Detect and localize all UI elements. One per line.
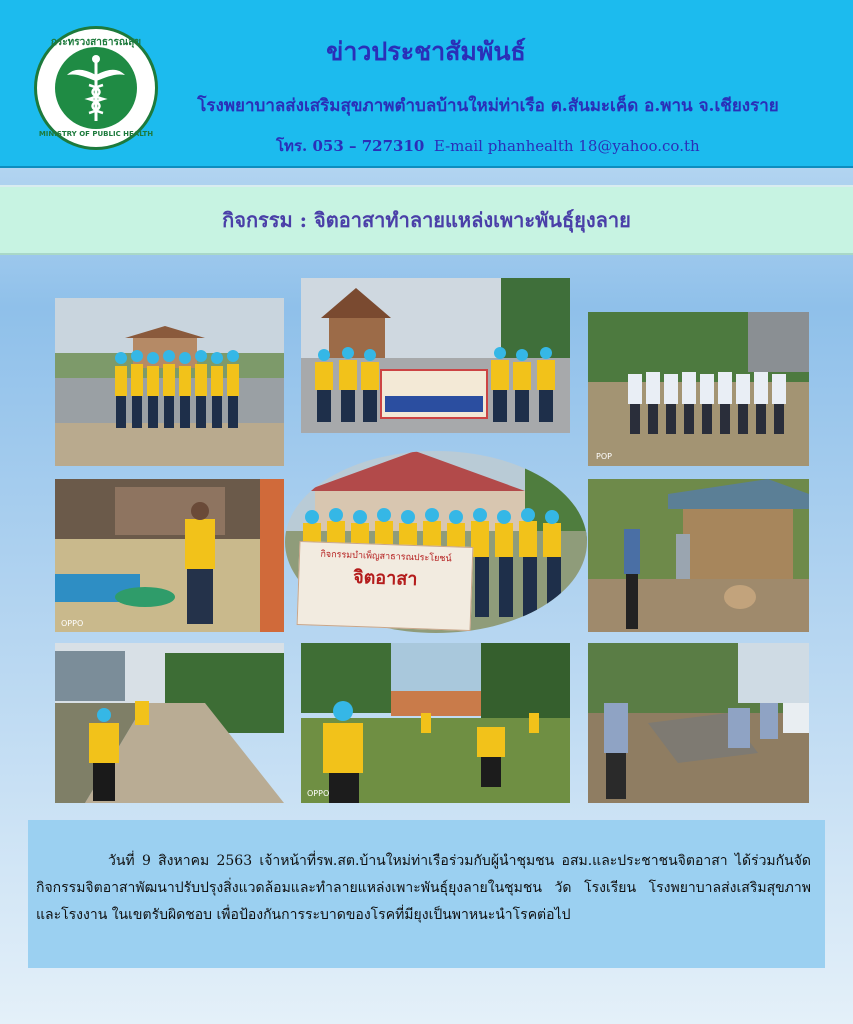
hospital-name: โรงพยาบาลส่งเสริมสุขภาพตำบลบ้านใหม่ท่าเรือ ต.สันมะเค็ด อ.พาน จ.เชียงราย xyxy=(197,96,779,116)
banner-main-text: จิตอาสา xyxy=(352,566,418,591)
photo-group-roadside xyxy=(55,298,284,466)
contact-line xyxy=(276,134,700,158)
logo-top-text: กระทรวงสาธารณสุข xyxy=(50,37,142,48)
photo-watermark: POP xyxy=(596,452,612,461)
center-activity-banner xyxy=(297,541,474,631)
logo-bottom-text: MINISTRY OF PUBLIC HEALTH xyxy=(38,130,154,138)
news-body-text: วันที่ 9 สิงหาคม 2563 เจ้าหน้าที่รพ.สต.บ้านใหม่ท่าเรือร่วมกับผู้นำชุมชน อสม.และประชาชนจิตอาสา ได้ร่วมกันจัดกิจกรรมจิตอาสาพัฒนาปรับปรุงสิ่งแวดล้อมและทำลายแหล่งเพาะพันธุ์ยุงลายในชุมชน วัด โรงเรียน โรงพยาบาลส่งเสริมสุขภาพ และโรงงาน ในเขตรับผิดชอบ เพื่อป้องกันการระบาดของโรคที่มียุงเป็นพาหนะนำโรคต่อไป xyxy=(28,820,825,968)
photo-sweeping-lawn xyxy=(301,643,570,803)
email-address: E-mail phanhealth 18@yahoo.co.th xyxy=(433,137,700,155)
photo-clearing-debris xyxy=(588,643,809,803)
banner-top-text: กิจกรรมบำเพ็ญสาธารณประโยชน์ xyxy=(320,549,452,565)
photo-cleaning-yard xyxy=(55,479,284,632)
page-title: ข่าวประชาสัมพันธ์ xyxy=(326,37,526,66)
photo-group-temple-banner xyxy=(301,278,570,433)
photo-watermark: OPPO xyxy=(307,789,330,798)
phone-number: โทร. 053 – 727310 xyxy=(276,137,425,155)
photo-hut-inspection xyxy=(588,479,809,632)
photo-group-garden xyxy=(588,312,809,466)
ministry-logo xyxy=(34,26,158,150)
photo-road-walk xyxy=(55,643,284,803)
header-banner xyxy=(0,0,853,168)
photo-watermark: OPPO xyxy=(61,619,84,628)
activity-heading: กิจกรรม : จิตอาสาทำลายแหล่งเพาะพันธุ์ยุงลาย xyxy=(0,185,853,255)
